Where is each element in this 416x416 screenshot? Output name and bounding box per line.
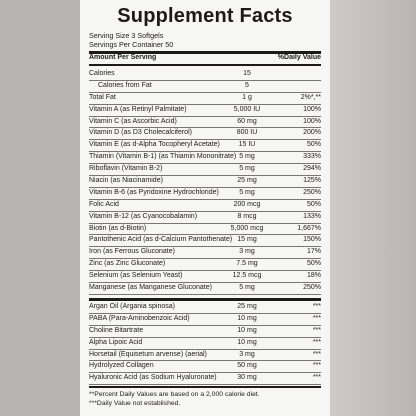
- nutrient-name: Pantothenic Acid (as d-Calcium Pantothenate): [89, 236, 233, 244]
- nutrient-amount: 5 mg: [239, 153, 255, 161]
- nutrient-name: Niacin (as Niacinamide): [89, 177, 163, 185]
- nutrient-row: [89, 164, 321, 176]
- nutrient-row: [89, 235, 321, 247]
- nutrient-name: Alpha Lipoic Acid: [89, 338, 143, 346]
- nutrient-name: Vitamin D (as D3 Cholecalciferol): [89, 129, 192, 137]
- nutrient-daily-value: 294%: [303, 165, 321, 173]
- nutrient-daily-value: ***: [312, 303, 321, 310]
- nutrient-name: Hydrolyzed Collagen: [89, 362, 154, 370]
- nutrient-amount: 3 mg: [239, 350, 255, 358]
- nutrient-amount: 5: [245, 81, 249, 89]
- nutrient-amount: 10 mg: [237, 326, 257, 334]
- nutrient-amount: 25 mg: [237, 177, 257, 185]
- nutrient-row: [89, 188, 321, 200]
- nutrient-name: Argan Oil (Argania spinosa): [89, 303, 175, 310]
- nutrient-rows: [89, 69, 321, 295]
- nutrient-name: Vitamin E (as d-Alpha Tocopheryl Acetate): [89, 141, 220, 149]
- nutrient-daily-value: ***: [312, 314, 321, 322]
- servings-per-container: Servings Per Container 50: [89, 40, 174, 49]
- nutrient-row: [89, 271, 321, 283]
- nutrient-name: Thiamin (Vitamin B-1) (as Thiamin Mononitrate): [89, 153, 237, 161]
- nutrient-row: [89, 350, 321, 362]
- nutrient-amount: 15: [243, 70, 251, 77]
- nutrient-name: Calories: [89, 70, 115, 77]
- nutrient-amount: 5,000 IU: [233, 105, 261, 113]
- nutrient-daily-value: 50%: [306, 200, 321, 208]
- amount-header: Amount Per Serving: [89, 54, 157, 61]
- header-divider: [89, 64, 321, 66]
- serving-size: Serving Size 3 Softgels: [89, 31, 164, 40]
- dv-header: %Daily Value: [277, 54, 321, 61]
- nutrient-amount: 10 mg: [237, 314, 257, 322]
- nutrient-amount: 200 mcg: [233, 200, 261, 208]
- nutrient-daily-value: 333%: [303, 153, 321, 161]
- nutrient-row: [89, 224, 321, 236]
- nutrient-daily-value: 1,667%: [297, 224, 321, 232]
- nutrient-amount: 7.5 mg: [236, 260, 258, 268]
- nutrient-name: Zinc (as Zinc Gluconate): [89, 260, 166, 268]
- nutrient-daily-value: ***: [312, 326, 321, 334]
- nutrient-name: Hyaluronic Acid (as Sodium Hyaluronate): [89, 374, 217, 382]
- panel-title: Supplement Facts: [117, 5, 293, 27]
- nutrient-name: Iron (as Ferrous Gluconate): [89, 248, 175, 256]
- nutrient-name: Biotin (as d-Biotin): [89, 224, 147, 232]
- nutrient-row: [89, 69, 321, 81]
- nutrient-amount: 15 mg: [237, 236, 257, 244]
- nutrient-daily-value: 50%: [306, 260, 321, 268]
- nutrient-row: [89, 152, 321, 164]
- nutrient-name: Vitamin C (as Ascorbic Acid): [89, 117, 177, 125]
- nutrient-daily-value: 125%: [303, 177, 321, 185]
- nutrient-row: [89, 361, 321, 373]
- nutrient-name: PABA (Para-Aminobenzoic Acid): [89, 314, 190, 322]
- nutrient-daily-value: 100%: [303, 117, 321, 125]
- nutrient-name: Choline Bitartrate: [89, 326, 144, 334]
- nutrient-row: [89, 93, 321, 105]
- nutrient-daily-value: 150%: [303, 236, 321, 244]
- nutrient-row: [89, 128, 321, 140]
- footer-divider: [89, 386, 321, 388]
- nutrient-name: Folic Acid: [89, 200, 119, 208]
- nutrient-row: [89, 105, 321, 117]
- nutrient-amount: 5 mg: [239, 165, 255, 173]
- nutrient-amount: 60 mg: [237, 117, 257, 125]
- column-header: [89, 54, 321, 61]
- nutrient-name: Manganese (as Manganese Gluconate): [89, 284, 212, 292]
- nutrient-amount: 5 mg: [239, 284, 255, 292]
- nutrient-daily-value: 133%: [303, 212, 321, 220]
- nutrient-daily-value: 17%: [306, 248, 321, 256]
- nutrient-name: Calories from Fat: [98, 81, 152, 89]
- nutrient-amount: 25 mg: [237, 303, 257, 310]
- nutrient-daily-value: 250%: [303, 188, 321, 196]
- nutrient-daily-value: 18%: [306, 272, 321, 280]
- nutrient-amount: 15 IU: [238, 141, 256, 149]
- nutrient-row: [89, 259, 321, 271]
- nutrient-row: [89, 247, 321, 259]
- nutrient-daily-value: 200%: [303, 129, 321, 137]
- nutrient-name: Vitamin A (as Retinyl Palmitate): [89, 105, 187, 113]
- footnotes: [89, 390, 260, 408]
- nutrient-row: [89, 81, 321, 93]
- nutrient-amount: 8 mcg: [237, 212, 257, 220]
- nutrient-daily-value: 250%: [303, 284, 321, 292]
- nutrient-row: [89, 314, 321, 326]
- nutrient-row: [89, 338, 321, 350]
- nutrient-row: [89, 140, 321, 152]
- nutrient-amount: 5,000 mcg: [230, 224, 264, 232]
- nutrient-amount: 12.5 mcg: [232, 272, 262, 280]
- nutrient-daily-value: ***: [312, 350, 321, 358]
- section-divider: [89, 298, 321, 301]
- nutrient-daily-value: 2%*,**: [300, 93, 321, 101]
- nutrient-name: Horsetail (Equisetum arvense) (aerial): [89, 350, 207, 358]
- nutrient-name: Riboflavin (Vitamin B-2): [89, 165, 163, 173]
- serving-info: [89, 31, 173, 49]
- nutrient-amount: 5 mg: [239, 188, 255, 196]
- nutrient-amount: 800 IU: [236, 129, 258, 137]
- nutrient-amount: 10 mg: [237, 338, 257, 346]
- nutrient-name: Vitamin B-12 (as Cyanocobalamin): [89, 212, 198, 220]
- nutrient-row: [89, 200, 321, 212]
- nutrient-name: Selenium (as Selenium Yeast): [89, 272, 183, 280]
- nutrient-daily-value: 100%: [303, 105, 321, 113]
- nutrient-row: [89, 117, 321, 129]
- supplement-facts-label: [80, 0, 330, 416]
- nutrient-amount: 3 mg: [239, 248, 255, 256]
- nutrient-row: [89, 326, 321, 338]
- nutrient-row: [89, 373, 321, 385]
- footnote-not-established: ***Daily Value not established.: [89, 400, 181, 407]
- nutrient-name: Vitamin B-6 (as Pyridoxine Hydrochloride): [89, 188, 219, 196]
- nutrient-amount: 50 mg: [237, 362, 257, 370]
- nutrient-daily-value: ***: [312, 374, 321, 382]
- nutrient-daily-value: ***: [312, 362, 321, 370]
- nutrient-daily-value: ***: [312, 338, 321, 346]
- other-ingredient-rows: [89, 302, 321, 385]
- nutrient-row: [89, 176, 321, 188]
- nutrient-row: [89, 302, 321, 314]
- nutrient-row: [89, 283, 321, 295]
- nutrient-name: Total Fat: [89, 93, 116, 101]
- box-edge: [330, 0, 416, 416]
- footnote-dv: **Percent Daily Values are based on a 2,000 calorie diet.: [89, 391, 260, 398]
- nutrient-row: [89, 212, 321, 224]
- nutrient-amount: 1 g: [242, 93, 252, 101]
- nutrient-amount: 30 mg: [237, 374, 257, 382]
- nutrient-daily-value: 50%: [306, 141, 321, 149]
